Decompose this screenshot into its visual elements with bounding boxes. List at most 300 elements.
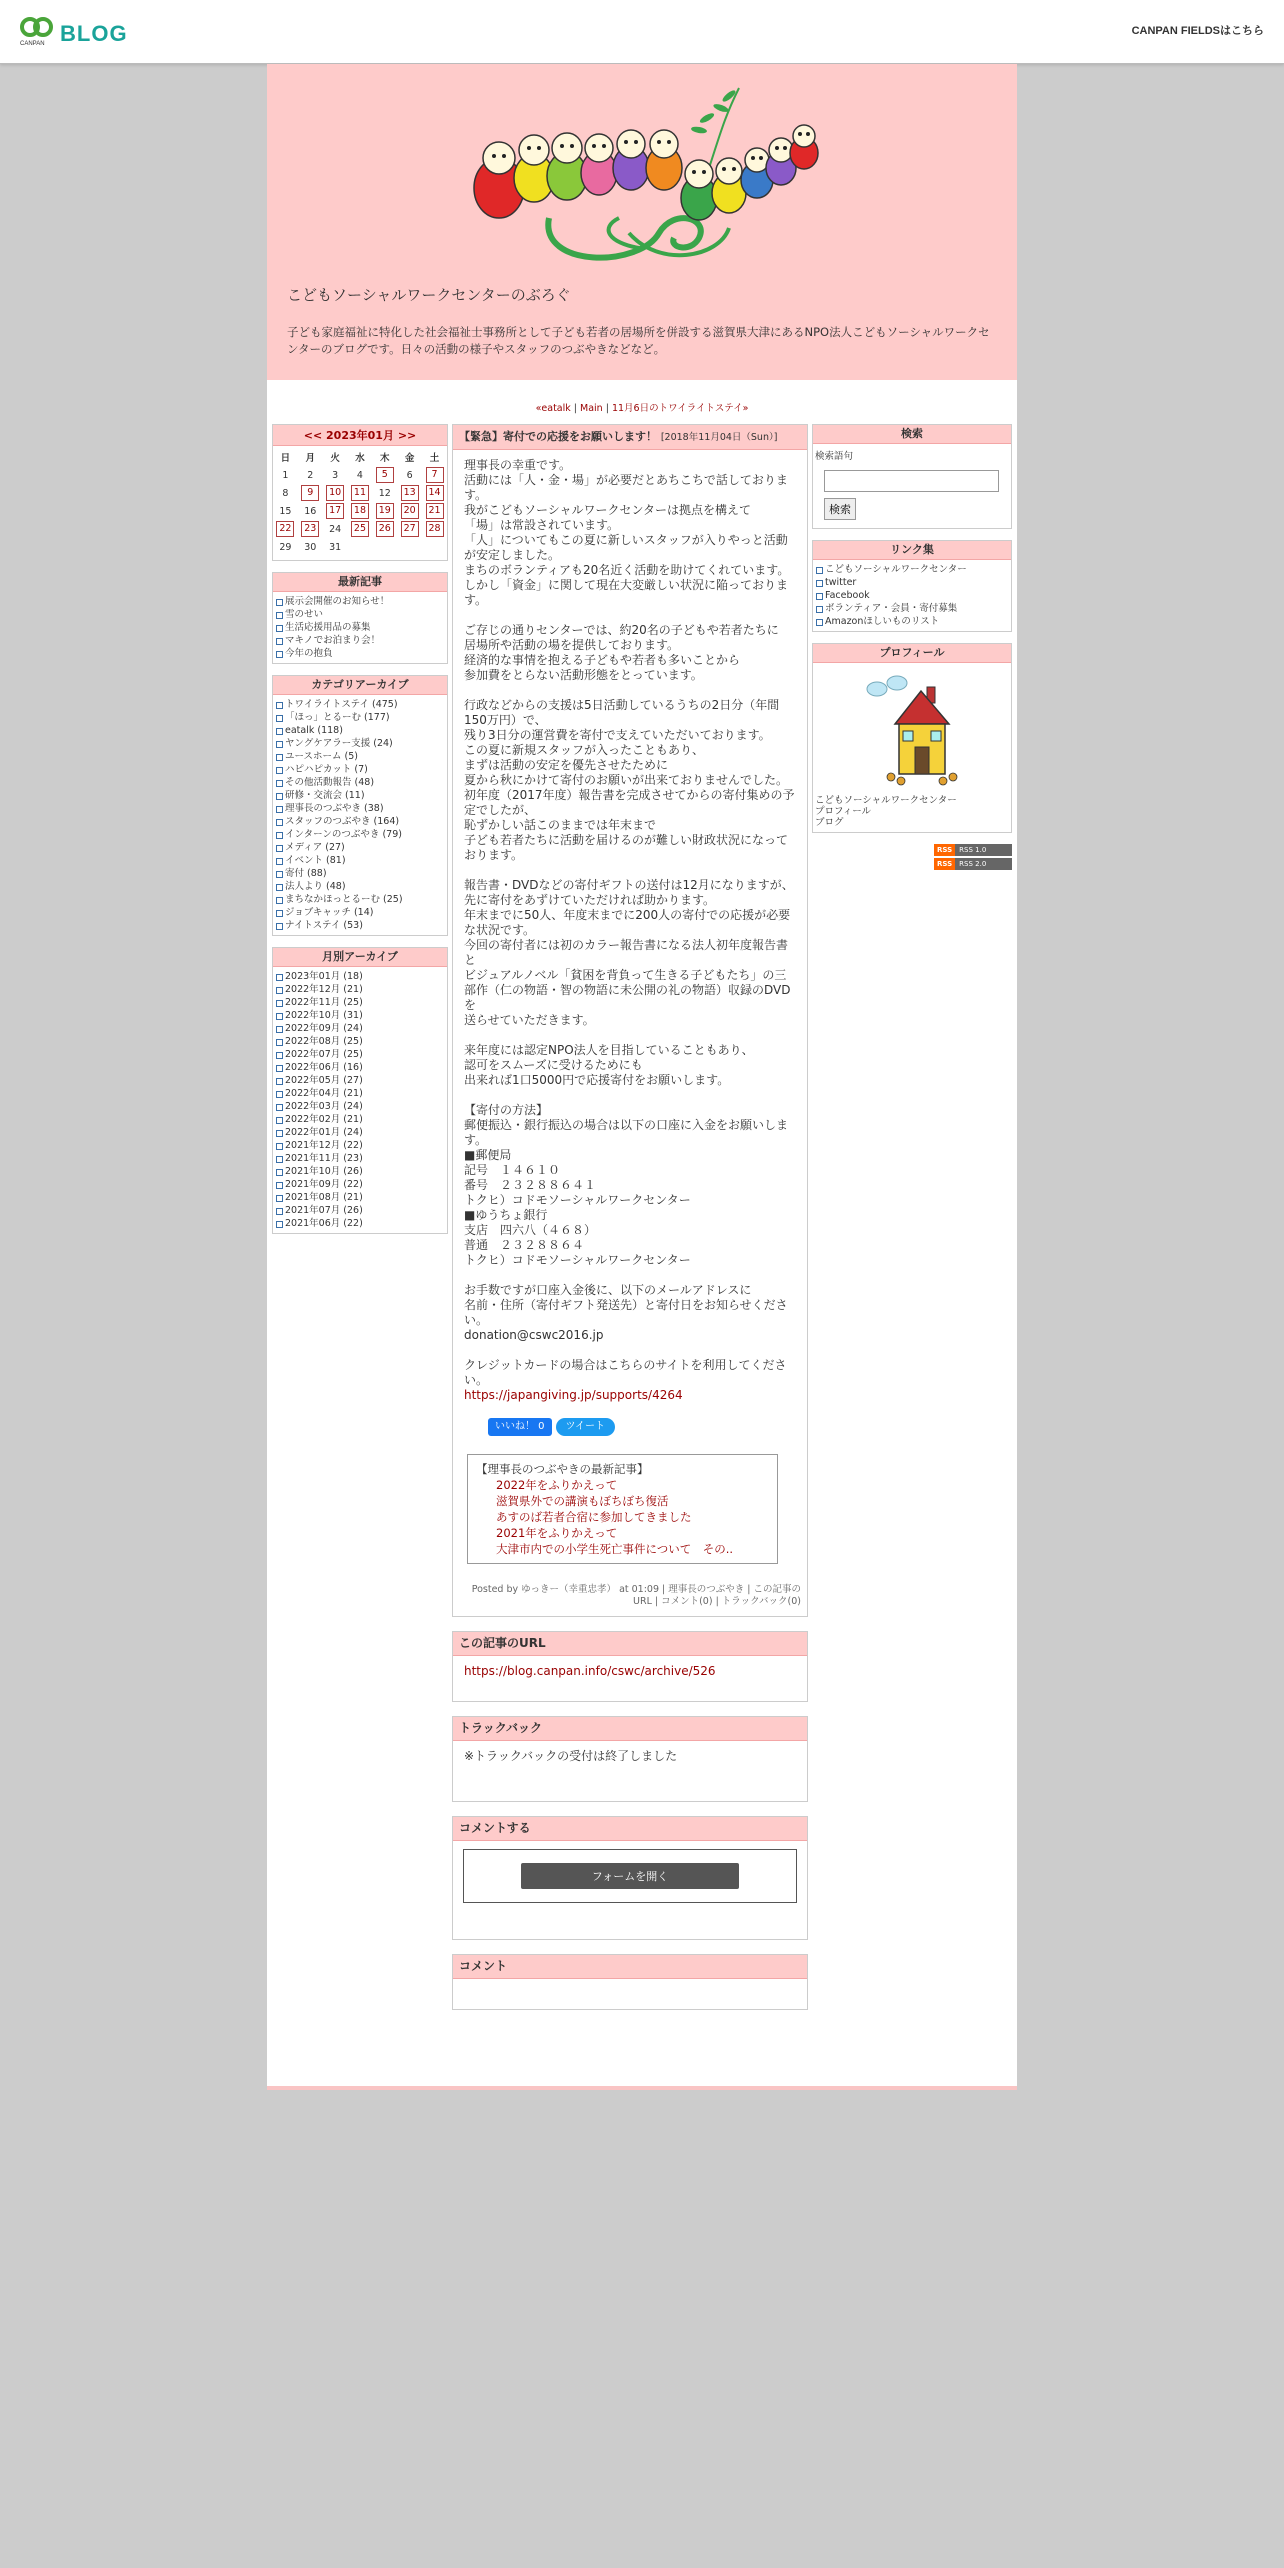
credit-paragraph — [464, 1358, 796, 1403]
related-posts-box — [467, 1454, 778, 1564]
calendar-day[interactable] — [422, 520, 447, 538]
category-item — [275, 802, 445, 815]
post-line: 恥ずかしい話このままでは年末まで — [464, 818, 657, 832]
tweet-button[interactable]: ツイート — [556, 1418, 616, 1436]
blog-logo-text: BLOG — [60, 21, 128, 46]
category-item-link[interactable]: 寄付 (88) — [285, 868, 327, 879]
post-line: ■ゆうちょ銀行 — [464, 1208, 548, 1222]
calendar-day-link[interactable]: 7 — [426, 467, 444, 483]
category-item — [275, 698, 445, 711]
category-item-link[interactable]: インターンのつぶやき (79) — [285, 829, 402, 840]
calendar-day: 15 — [279, 505, 292, 517]
category-item — [275, 789, 445, 802]
category-item-link[interactable]: ユースホーム (5) — [285, 751, 359, 762]
monthly-item — [275, 1009, 445, 1022]
category-item — [275, 880, 445, 893]
category-item-link[interactable]: ヤングケアラー支援 (24) — [285, 738, 393, 749]
calendar-day — [372, 538, 397, 556]
post-paragraph — [464, 458, 796, 608]
post-line: 今回の寄付者には初のカラー報告書になる法人初年度報告書と — [464, 938, 789, 967]
calendar-day-link[interactable]: 26 — [376, 521, 394, 537]
monthly-item-link[interactable]: 2022年02月 (21) — [285, 1114, 363, 1125]
credit-text: クレジットカードの場合はこちらのサイトを利用してください。 — [464, 1358, 787, 1387]
calendar-day-link[interactable]: 25 — [351, 521, 369, 537]
calendar-day-link[interactable]: 21 — [426, 503, 444, 519]
monthly-item — [275, 1061, 445, 1074]
post-line: 経済的な事情を抱える子どもや若者も多いことから — [464, 653, 741, 667]
top-bar — [0, 0, 1284, 64]
calendar-next-link[interactable]: >> — [397, 429, 417, 442]
post-line: 年末までに50人、年度末までに200人の寄付での応援が必要な状況です。 — [464, 908, 791, 937]
blog-description: 子ども家庭福祉に特化した社会福祉士事務所として子ども若者の居場所を併設する滋賀県大津にあるNPO法人こどもソーシャルワークセンターのブログです。日々の活動の様子やスタッフのつぶやきなどなど。 — [287, 325, 990, 356]
calendar-day — [422, 538, 447, 556]
category-item — [275, 776, 445, 789]
calendar-header — [273, 425, 447, 446]
category-item-link[interactable]: スタッフのつぶやき (164) — [285, 816, 400, 827]
rss-version: RSS 1.0 — [955, 844, 1012, 856]
rss-version: RSS 2.0 — [955, 858, 1012, 870]
search-label: 検索語句 — [815, 451, 854, 462]
monthly-item — [275, 1152, 445, 1165]
calendar-weekday: 火 — [330, 453, 340, 464]
monthly-item — [275, 1113, 445, 1126]
rss-icon: RSS — [934, 844, 955, 856]
post-url-link[interactable]: https://blog.canpan.info/cswc/archive/526 — [464, 1664, 716, 1678]
comment-form-container — [463, 1849, 797, 1903]
nav-separator: | — [602, 403, 612, 414]
recent-post-item — [275, 595, 445, 608]
post-line: 我がこどもソーシャルワークセンターは拠点を構えて — [464, 503, 752, 517]
post-line: 記号 １４６１０ — [464, 1163, 561, 1177]
calendar-day[interactable] — [397, 484, 422, 502]
header-illustration[interactable] — [459, 68, 825, 268]
search-title: 検索 — [813, 425, 1011, 444]
monthly-item-link[interactable]: 2022年09月 (24) — [285, 1023, 363, 1034]
post-line: まちのボランティアも20名近く活動を助けてくれています。 — [464, 563, 790, 577]
links-list — [813, 560, 1011, 631]
profile-box — [812, 643, 1012, 833]
post-line: 「場」は常設されています。 — [464, 518, 620, 532]
monthly-item-link[interactable]: 2022年03月 (24) — [285, 1101, 363, 1112]
post-footer[interactable]: Posted by ゆっきー（幸重忠孝） at 01:09 | 理事長のつぶやき | この記事のURL | コメント(0) | トラックバック(0) — [471, 1584, 801, 1607]
recent-post-item-link[interactable]: 今年の抱負 — [285, 648, 333, 659]
category-item — [275, 841, 445, 854]
monthly-item — [275, 1087, 445, 1100]
category-item-link[interactable]: 研修・交流会 (11) — [285, 790, 365, 801]
calendar-weekday: 日 — [280, 453, 291, 464]
recent-post-item-link[interactable]: マキノでお泊まり会！ — [285, 635, 381, 646]
related-post-link[interactable]: 2022年をふりかえって — [496, 1478, 618, 1492]
prev-post-link[interactable]: «eatalk — [535, 403, 571, 414]
monthly-item-link[interactable]: 2021年06月 (22) — [285, 1218, 363, 1229]
post-paragraph — [464, 698, 796, 863]
post-paragraph — [464, 1043, 796, 1088]
rss-links — [812, 844, 1012, 870]
category-item-link[interactable]: 法人より (48) — [285, 881, 346, 892]
calendar-day: 29 — [279, 541, 292, 553]
canpan-fields-link[interactable]: CANPAN FIELDSはこちら — [1131, 25, 1264, 37]
open-form-button[interactable]: フォームを開く — [521, 1863, 739, 1889]
profile-text — [813, 795, 1011, 832]
monthly-archive-title: 月別アーカイブ — [273, 948, 447, 967]
category-item — [275, 854, 445, 867]
post-line: 支店 四六八（４６８） — [464, 1223, 597, 1237]
category-item-link[interactable]: その他活動報告 (48) — [285, 777, 375, 788]
calendar-day — [348, 538, 373, 556]
calendar-day: 1 — [282, 469, 289, 481]
post-line: 郵便振込・銀行振込の場合は以下の口座に入金をお願いします。 — [464, 1118, 789, 1147]
link-item-link[interactable]: こどもソーシャルワークセンター — [825, 564, 967, 575]
related-posts-list — [476, 1477, 769, 1557]
calendar-week — [273, 538, 447, 556]
search-button[interactable]: 検索 — [824, 498, 856, 520]
post-date: [2018年11月04日（Sun）] — [660, 432, 778, 443]
post-paragraph — [464, 1103, 796, 1268]
calendar-day-link[interactable]: 19 — [376, 503, 394, 519]
related-post-link[interactable]: あすのば若者合宿に参加してきました — [496, 1510, 692, 1524]
japangiving-link[interactable]: https://japangiving.jp/supports/4264 — [464, 1388, 683, 1402]
calendar-day-link[interactable]: 9 — [301, 485, 319, 501]
post-line: ビジュアルノベル「貧困を背負って生きる子どもたち」の三部作（仁の物語・智の物語に未公開の礼の物語）収録のDVDを — [464, 968, 791, 1012]
category-item — [275, 893, 445, 906]
monthly-item — [275, 1074, 445, 1087]
recent-post-item — [275, 608, 445, 621]
rss-feed-badge[interactable] — [934, 844, 1012, 856]
post-line: donation@cswc2016.jp — [464, 1328, 604, 1342]
calendar-day[interactable] — [422, 502, 447, 520]
calendar-weekday: 金 — [404, 453, 415, 464]
post-line: 出来れば1口5000円で応援寄付をお願いします。 — [464, 1073, 730, 1087]
right-sidebar — [812, 424, 1012, 872]
calendar-day-link[interactable]: 5 — [376, 467, 394, 483]
post-line: 活動には「人・金・場」が必要だとあちこちで話しております。 — [464, 473, 788, 502]
related-posts-title: 【理事長のつぶやきの最新記事】 — [476, 1462, 649, 1476]
category-item-link[interactable]: ハピハピカット (7) — [285, 764, 368, 775]
link-item-link[interactable]: Amazonほしいものリスト — [825, 616, 940, 627]
post-line: 参加費をとらない活動形態をとっています。 — [464, 668, 703, 682]
calendar-day: 4 — [356, 469, 363, 481]
post-line: 名前・住所（寄付ギフト発送先）と寄付日をお知らせください。 — [464, 1298, 788, 1327]
calendar-week — [273, 520, 447, 538]
category-item — [275, 906, 445, 919]
post-title-bar — [453, 425, 807, 450]
category-archive-title: カテゴリアーカイブ — [273, 676, 447, 695]
main-link[interactable]: Main — [580, 403, 603, 414]
calendar-week — [273, 484, 447, 502]
post-line: しかし「資金」に関して現在大変厳しい状況に陥っております。 — [464, 578, 789, 607]
calendar-day[interactable] — [348, 502, 373, 520]
monthly-item — [275, 996, 445, 1009]
canpan-blog-logo[interactable] — [18, 16, 128, 46]
profile-image — [813, 663, 1011, 795]
calendar-prev-link[interactable]: << — [303, 429, 323, 442]
calendar-day[interactable] — [323, 484, 348, 502]
profile-title: プロフィール — [813, 644, 1011, 663]
monthly-item-link[interactable]: 2022年01月 (24) — [285, 1127, 363, 1138]
category-item-link[interactable]: eatalk (118) — [285, 725, 343, 736]
monthly-item-link[interactable]: 2022年08月 (25) — [285, 1036, 363, 1047]
category-item — [275, 828, 445, 841]
monthly-item-link[interactable]: 2021年10月 (26) — [285, 1166, 363, 1177]
calendar-day: 2 — [307, 469, 314, 481]
calendar-day[interactable] — [372, 502, 397, 520]
trackback-section — [452, 1716, 808, 1802]
post-paragraphs — [464, 458, 796, 1343]
post-line: 【寄付の方法】 — [464, 1103, 549, 1117]
post-line: ご存じの通りセンターでは、約20名の子どもや若者たちに — [464, 623, 779, 637]
post-line: 子ども若者たちに活動を届けるのが難しい財政状況になっております。 — [464, 833, 789, 862]
links-title: リンク集 — [813, 541, 1011, 560]
monthly-list — [273, 967, 447, 1233]
post-paragraph — [464, 623, 796, 683]
monthly-item-link[interactable]: 2022年12月 (21) — [285, 984, 363, 995]
calendar-day[interactable] — [397, 520, 422, 538]
comments-section — [452, 1954, 808, 2010]
monthly-item-link[interactable]: 2023年01月 (18) — [285, 971, 363, 982]
category-item — [275, 815, 445, 828]
calendar-day-link[interactable]: 18 — [351, 503, 369, 519]
post-line: お手数ですが口座入金後に、以下のメールアドレスに — [464, 1283, 752, 1297]
monthly-item — [275, 1126, 445, 1139]
post-line: ■郵便局 — [464, 1148, 512, 1162]
category-item — [275, 750, 445, 763]
category-item-link[interactable]: 理事長のつぶやき (38) — [285, 803, 384, 814]
comment-form-title: コメントする — [453, 1817, 807, 1841]
monthly-item — [275, 1048, 445, 1061]
post-line: 番号 ２３２８８６４１ — [464, 1178, 597, 1192]
calendar-day-link[interactable]: 14 — [426, 485, 444, 501]
category-item-link[interactable]: イベント (81) — [285, 855, 346, 866]
calendar-table — [273, 448, 447, 556]
post-line: 初年度（2017年度）報告書を完成させてからの寄付集めの予定でしたが、 — [464, 788, 795, 817]
next-post-link[interactable]: 11月6日のトワイライトステイ» — [611, 403, 749, 414]
link-item — [815, 589, 1009, 602]
post-line: 報告書・DVDなどの寄付ギフトの送付は12月になりますが、 — [464, 878, 794, 892]
calendar-day[interactable] — [397, 502, 422, 520]
calendar-day[interactable] — [298, 520, 323, 538]
calendar-month: 2023年01月 — [326, 429, 394, 442]
related-post-link[interactable]: 滋賀県外での講演もぼちぼち復活 — [496, 1494, 669, 1508]
search-input[interactable] — [824, 470, 999, 492]
monthly-item-link[interactable]: 2022年07月 (25) — [285, 1049, 363, 1060]
profile-line[interactable]: プロフィール — [815, 806, 872, 817]
calendar-day — [397, 538, 422, 556]
calendar-day[interactable] — [372, 466, 397, 484]
related-post-link[interactable]: 2021年をふりかえって — [496, 1526, 618, 1540]
calendar-day: 12 — [378, 487, 391, 499]
links-box — [812, 540, 1012, 632]
category-item-link[interactable]: ナイトステイ (53) — [285, 920, 363, 931]
calendar-day-link[interactable]: 22 — [276, 521, 294, 537]
category-item — [275, 737, 445, 750]
post-line: まずは活動の安定を優先させたために — [464, 758, 669, 772]
post-url-title: この記事のURL — [453, 1632, 807, 1656]
calendar-day-link[interactable]: 28 — [426, 521, 444, 537]
category-item — [275, 711, 445, 724]
rss-feed-badge[interactable] — [934, 858, 1012, 870]
canpan-logo-icon — [18, 16, 58, 46]
post-body — [453, 450, 807, 1584]
search-box — [812, 424, 1012, 529]
calendar-day[interactable] — [323, 502, 348, 520]
calendar-box — [272, 424, 448, 561]
monthly-item — [275, 1204, 445, 1217]
rss-icon: RSS — [934, 858, 955, 870]
post-line: この夏に新規スタッフが入ったこともあり、 — [464, 743, 705, 757]
calendar-day: 24 — [329, 523, 342, 535]
calendar-day[interactable] — [298, 484, 323, 502]
monthly-item-link[interactable]: 2022年04月 (21) — [285, 1088, 363, 1099]
monthly-item-link[interactable]: 2021年11月 (23) — [285, 1153, 363, 1164]
calendar-weekday: 木 — [380, 453, 390, 464]
monthly-archive-box — [272, 947, 448, 1234]
comments-title: コメント — [453, 1955, 807, 1979]
calendar-day: 8 — [282, 487, 289, 499]
svg-text:CANPAN: CANPAN — [20, 41, 45, 46]
recent-post-item-link[interactable]: 生活応援用品の募集 — [285, 622, 371, 633]
link-item — [815, 563, 1009, 576]
calendar-day-link[interactable]: 11 — [351, 485, 369, 501]
link-item-link[interactable]: ボランティア・会員・寄付募集 — [825, 603, 958, 614]
monthly-item — [275, 1022, 445, 1035]
category-item-link[interactable]: 「ほっ」とるーむ (177) — [285, 712, 390, 723]
monthly-item-link[interactable]: 2022年10月 (31) — [285, 1010, 363, 1021]
calendar-day: 31 — [329, 541, 342, 553]
monthly-item-link[interactable]: 2021年09月 (22) — [285, 1179, 363, 1190]
calendar-weekday: 水 — [355, 453, 365, 464]
post-line: 「人」についてもこの夏に新しいスタッフが入りやっと活動が安定しました。 — [464, 533, 788, 562]
post-line: トクヒ）コドモソーシャルワークセンター — [464, 1193, 691, 1207]
category-item — [275, 867, 445, 880]
post-paragraph — [464, 1283, 796, 1343]
profile-line[interactable]: こどもソーシャルワークセンター — [815, 795, 957, 806]
calendar-day[interactable] — [422, 484, 447, 502]
calendar-weekday: 月 — [305, 453, 316, 464]
blog-header — [267, 64, 1017, 380]
link-item — [815, 576, 1009, 589]
trackback-title: トラックバック — [453, 1717, 807, 1741]
post-line: 夏から秋にかけて寄付のお願いが出来ておりませんでした。 — [464, 773, 789, 787]
monthly-item — [275, 1178, 445, 1191]
link-item — [815, 615, 1009, 628]
recent-posts-box — [272, 572, 448, 664]
blog-post — [452, 424, 808, 1617]
profile-line[interactable]: ブログ — [815, 817, 844, 828]
trackback-text: ※トラックバックの受付は終了しました — [464, 1749, 678, 1763]
comment-form-section — [452, 1816, 808, 1940]
calendar-day[interactable] — [348, 484, 373, 502]
post-line: 認可をスムーズに受けるためにも — [464, 1058, 643, 1072]
monthly-item-link[interactable]: 2022年11月 (25) — [285, 997, 363, 1008]
calendar-day-link[interactable]: 27 — [401, 521, 419, 537]
monthly-item — [275, 1139, 445, 1152]
category-archive-box — [272, 675, 448, 936]
post-line: 普通 ２３２８８６４ — [464, 1238, 585, 1252]
link-item — [815, 602, 1009, 615]
monthly-item — [275, 1191, 445, 1204]
recent-post-item — [275, 647, 445, 660]
calendar-week — [273, 466, 447, 484]
monthly-item-link[interactable]: 2021年08月 (21) — [285, 1192, 363, 1203]
post-line: 理事長の幸重です。 — [464, 458, 572, 472]
calendar-day-link[interactable]: 23 — [301, 521, 319, 537]
recent-post-item — [275, 634, 445, 647]
calendar-day-link[interactable]: 17 — [326, 503, 344, 519]
calendar-day-link[interactable]: 20 — [401, 503, 419, 519]
recent-posts-title: 最新記事 — [273, 573, 447, 592]
calendar-week — [273, 502, 447, 520]
monthly-item — [275, 970, 445, 983]
recent-post-item-link[interactable]: 展示会開催のお知らせ！ — [285, 596, 390, 607]
post-line: 先に寄付をあずけていただければ助かります。 — [464, 893, 716, 907]
recent-posts-list — [273, 592, 447, 663]
recent-post-item-link[interactable]: 雪のせい — [285, 609, 324, 620]
related-post-link[interactable]: 大津市内での小学生死亡事件について その.. — [496, 1542, 734, 1556]
monthly-item — [275, 1217, 445, 1230]
post-line: トクヒ）コドモソーシャルワークセンター — [464, 1253, 691, 1267]
post-url-body — [453, 1656, 807, 1687]
calendar-day-link[interactable]: 13 — [401, 485, 419, 501]
social-buttons — [488, 1418, 796, 1436]
link-item-link[interactable]: twitter — [825, 577, 857, 588]
post-line: 行政などからの支援は5日活動しているうちの2日分（年間150万円）で、 — [464, 698, 780, 727]
category-item — [275, 919, 445, 932]
calendar-day: 6 — [406, 469, 413, 481]
calendar-day[interactable] — [273, 520, 298, 538]
calendar-weekday: 土 — [429, 453, 440, 464]
facebook-like-button[interactable]: いいね！ 0 — [488, 1418, 552, 1436]
category-item — [275, 724, 445, 737]
post-title[interactable]: 【緊急】寄付での応援をお願いします！ — [459, 430, 657, 443]
post-url-section — [452, 1631, 808, 1702]
monthly-item-link[interactable]: 2021年07月 (26) — [285, 1205, 363, 1216]
monthly-item — [275, 1100, 445, 1113]
category-list — [273, 695, 447, 935]
monthly-item-link[interactable]: 2022年05月 (27) — [285, 1075, 363, 1086]
left-sidebar — [272, 424, 448, 1245]
post-line: 送らせていただきます。 — [464, 1013, 595, 1027]
calendar-day[interactable] — [348, 520, 373, 538]
category-item-link[interactable]: トワイライトステイ (475) — [285, 699, 398, 710]
category-item — [275, 763, 445, 776]
post-line: 居場所や活動の場を提供しております。 — [464, 638, 680, 652]
post-navigation — [267, 400, 1017, 414]
category-item-link[interactable]: メディア (27) — [285, 842, 345, 853]
category-item-link[interactable]: まちなかほっとるーむ (25) — [285, 894, 403, 905]
monthly-item — [275, 1165, 445, 1178]
nav-separator: | — [570, 403, 581, 414]
calendar-day: 30 — [304, 541, 317, 553]
calendar-day[interactable] — [372, 520, 397, 538]
monthly-item — [275, 983, 445, 996]
main-column — [452, 424, 808, 2024]
blog-title[interactable]: こどもソーシャルワークセンターのぶろぐ — [287, 286, 571, 304]
link-item-link[interactable]: Facebook — [825, 590, 870, 601]
recent-post-item — [275, 621, 445, 634]
house-illustration-icon — [857, 669, 967, 789]
post-line: 来年度には認定NPO法人を目指していることもあり、 — [464, 1043, 754, 1057]
category-item-link[interactable]: ジョブキャッチ (14) — [285, 907, 374, 918]
post-paragraph — [464, 878, 796, 1028]
calendar-day: 3 — [332, 469, 339, 481]
calendar-day[interactable] — [422, 466, 447, 484]
post-line: 残り3日分の運営費を寄付で支えていただいております。 — [464, 728, 771, 742]
monthly-item-link[interactable]: 2022年06月 (16) — [285, 1062, 363, 1073]
calendar-day: 16 — [304, 505, 317, 517]
monthly-item-link[interactable]: 2021年12月 (22) — [285, 1140, 363, 1151]
page-container — [267, 64, 1017, 2090]
calendar-day-link[interactable]: 10 — [326, 485, 344, 501]
